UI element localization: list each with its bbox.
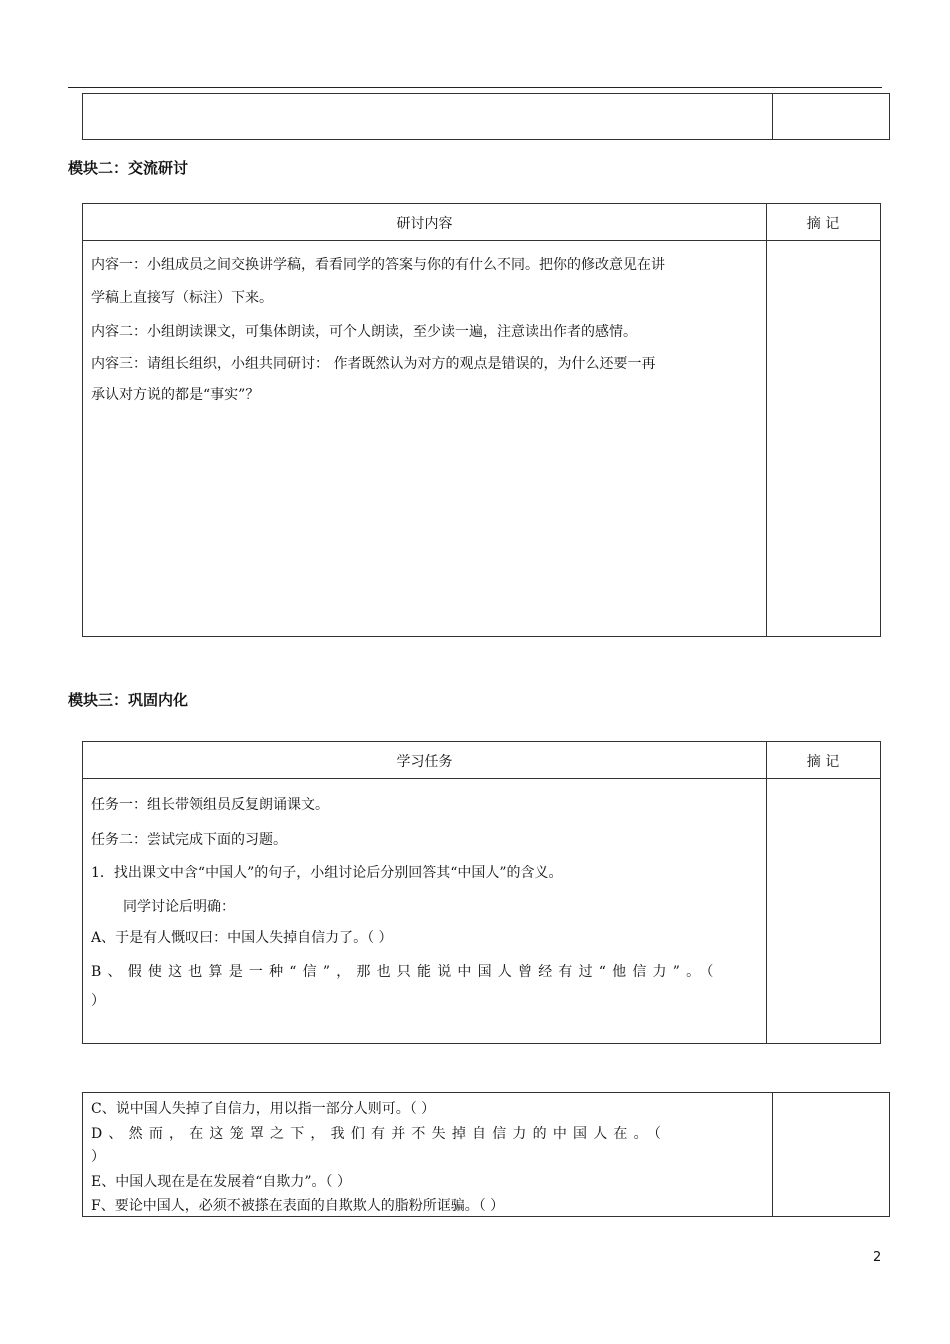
module2-table	[82, 203, 881, 637]
question-1-note: 同学讨论后明确：	[123, 899, 235, 915]
answer-d-line-1: D、然而，在这笼罩之下，我们有并不失掉自信力的中国人在。（	[91, 1126, 668, 1142]
module2-heading: 模块二：交流研讨	[68, 159, 189, 177]
module3-table	[82, 741, 881, 1044]
module2-col-divider	[766, 204, 767, 636]
module3-col-divider	[766, 742, 767, 1043]
answer-e: E、中国人现在是在发展着“自欺力”。（ ）	[91, 1174, 351, 1190]
continued-col-divider	[772, 1093, 773, 1216]
module2-line-3: 内容二：小组朗读课文，可集体朗读，可个人朗读，至少读一遍，注意读出作者的感情。	[91, 324, 637, 340]
module2-header-rule	[83, 240, 880, 241]
module3-heading: 模块三：巩固内化	[68, 691, 189, 709]
top-table-divider	[772, 94, 773, 139]
answer-b-line-1: B、假使这也算是一种“信”，那也只能说中国人曾经有过“他信力”。（	[91, 964, 720, 980]
module2-line-2: 学稿上直接写（标注）下来。	[91, 290, 273, 306]
module3-col-notes-header: 摘 记	[806, 754, 840, 770]
question-1: 1．找出课文中含“中国人”的句子，小组讨论后分别回答其“中国人”的含义。	[91, 865, 563, 881]
module2-line-1: 内容一：小组成员之间交换讲学稿，看看同学的答案与你的有什么不同。把你的修改意见在讲	[91, 257, 665, 273]
answer-c: C、说中国人失掉了自信力，用以指一部分人则可。（ ）	[91, 1101, 436, 1117]
module3-header-rule	[83, 778, 880, 779]
module2-col-notes-header: 摘 记	[806, 216, 840, 232]
page-number: 2	[873, 1250, 882, 1265]
continued-table	[82, 1092, 890, 1217]
module2-line-5: 承认对方说的都是“事实”？	[91, 387, 260, 403]
answer-b-line-2: ）	[91, 993, 105, 1009]
answer-d-line-2: ）	[91, 1149, 105, 1165]
task-1: 任务一：组长带领组员反复朗诵课文。	[91, 797, 329, 813]
module2-line-4: 内容三：请组长组织，小组共同研讨： 作者既然认为对方的观点是错误的，为什么还要一再	[91, 356, 656, 372]
top-table	[82, 93, 890, 140]
task-2: 任务二：尝试完成下面的习题。	[91, 832, 287, 848]
answer-f: F、要论中国人，必须不被搽在表面的自欺欺人的脂粉所诓骗。（ ）	[91, 1198, 505, 1214]
header-rule	[68, 87, 882, 88]
answer-a: A、于是有人慨叹曰：中国人失掉自信力了。（ ）	[91, 930, 393, 946]
module2-col-content-header: 研讨内容	[396, 216, 453, 232]
module3-col-task-header: 学习任务	[396, 754, 453, 770]
